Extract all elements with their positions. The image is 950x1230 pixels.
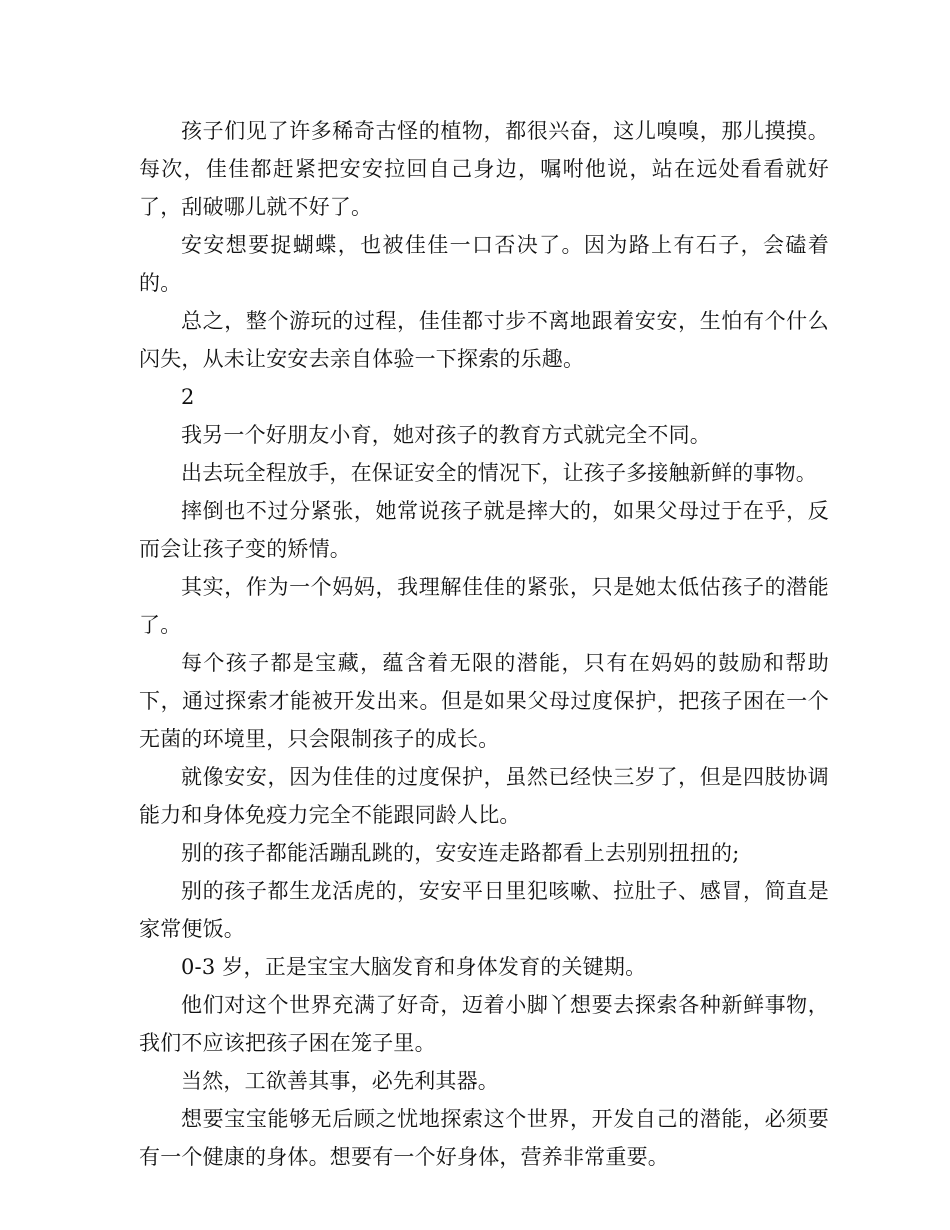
paragraph: 0-3 岁，正是宝宝大脑发育和身体发育的关键期。 [181,955,647,979]
paragraph: 别的孩子都生龙活虎的，安安平日里犯咳嗽、拉肚子、感冒，简直是家常便饭。 [139,879,829,941]
document-body [139,112,829,1176]
paragraph: 我另一个好朋友小育，她对孩子的教育方式就完全不同。 [181,423,711,447]
paragraph: 安安想要捉蝴蝶，也被佳佳一口否决了。因为路上有石子，会磕着的。 [139,233,829,295]
paragraph: 孩子们见了许多稀奇古怪的植物，都很兴奋，这儿嗅嗅，那儿摸摸。每次，佳佳都赶紧把安安拉回自己身边，嘱咐他说，站在远处看看就好了，刮破哪儿就不好了。 [139,119,829,219]
paragraph: 就像安安，因为佳佳的过度保护，虽然已经快三岁了，但是四肢协调能力和身体免疫力完全不能跟同龄人比。 [139,765,829,827]
paragraph: 别的孩子都能活蹦乱跳的，安安连走路都看上去别别扭扭的; [181,841,740,865]
paragraph: 他们对这个世界充满了好奇，迈着小脚丫想要去探索各种新鲜事物，我们不应该把孩子困在笼子里。 [139,993,829,1055]
paragraph: 摔倒也不过分紧张，她常说孩子就是摔大的，如果父母过于在乎，反而会让孩子变的矫情。 [139,499,829,561]
paragraph: 当然，工欲善其事，必先利其器。 [181,1069,499,1093]
paragraph: 其实，作为一个妈妈，我理解佳佳的紧张，只是她太低估孩子的潜能了。 [139,575,829,637]
paragraph: 想要宝宝能够无后顾之忧地探索这个世界，开发自己的潜能，必须要有一个健康的身体。想要有一个好身体，营养非常重要。 [139,1107,829,1169]
section-number: 2 [181,385,195,409]
paragraph: 出去玩全程放手，在保证安全的情况下，让孩子多接触新鲜的事物。 [181,461,817,485]
paragraph: 每个孩子都是宝藏，蕴含着无限的潜能，只有在妈妈的鼓励和帮助下，通过探索才能被开发出来。但是如果父母过度保护，把孩子困在一个无菌的环境里，只会限制孩子的成长。 [139,651,829,751]
paragraph: 总之，整个游玩的过程，佳佳都寸步不离地跟着安安，生怕有个什么闪失，从未让安安去亲自体验一下探索的乐趣。 [139,309,829,371]
